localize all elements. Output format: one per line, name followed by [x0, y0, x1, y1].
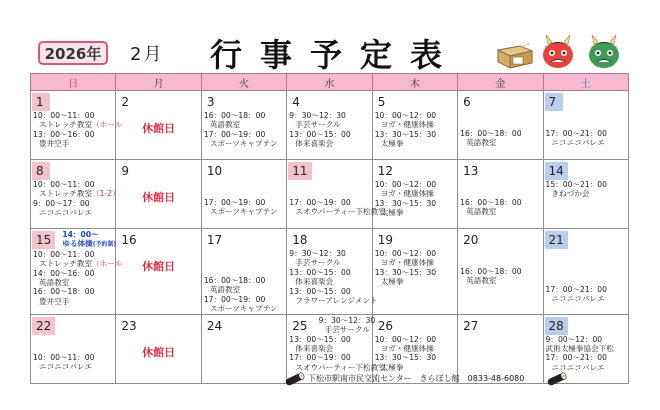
- event-time: 13：30～15：30: [374, 129, 437, 139]
- event-name: 体来喜楽会: [295, 139, 334, 149]
- weekday-fri: 金: [458, 74, 543, 91]
- event-time: 10：00～12：00: [374, 249, 437, 258]
- day-number: 21: [545, 231, 568, 249]
- day-number: 10: [206, 164, 223, 178]
- closed-label: 休館日: [142, 345, 176, 359]
- event-time: 10：00～12：00: [374, 334, 437, 344]
- day-number: 2: [121, 95, 130, 109]
- day-cell-10: [201, 160, 286, 229]
- day-cell-15: [31, 229, 123, 315]
- day-number: 17: [206, 233, 223, 247]
- event-name: ヨガ・健康体操: [380, 258, 434, 268]
- event-time: 10：00～12：00: [374, 111, 437, 120]
- day-cell-5: [372, 91, 457, 160]
- week-row: [31, 229, 629, 315]
- week-row: [31, 91, 629, 160]
- weekday-wed: 水: [287, 74, 372, 91]
- day-number: 4: [292, 95, 300, 109]
- event-time: 16：00～18：00: [460, 198, 522, 207]
- day-number: 15: [32, 231, 55, 249]
- day-number: 9: [121, 164, 130, 178]
- day-cell-12: [372, 160, 457, 229]
- event-time: 14：00～: [62, 230, 99, 239]
- header: [0, 0, 660, 74]
- ehomaki-roll-icon: [546, 372, 566, 386]
- day-number: 25: [292, 318, 308, 333]
- event-name: 英語教室: [466, 207, 497, 217]
- page-title: 行事予定表: [210, 36, 461, 74]
- event-name: 太極拳: [380, 362, 404, 372]
- event-time: 17：00～21：00: [545, 353, 607, 363]
- weekday-tue: 火: [201, 74, 286, 91]
- day-cell-4: [287, 91, 372, 160]
- event-time: 13：00～15：00: [289, 286, 351, 296]
- day-number: 18: [292, 233, 308, 247]
- event-name: スポーツキャプテン: [209, 304, 278, 314]
- event-name: ストレッチ教室（ホール: [39, 120, 123, 130]
- day-number: 12: [377, 164, 393, 178]
- red-oni-icon: [538, 34, 578, 70]
- event-name: スオウパーティー下松教室: [295, 362, 386, 372]
- event-time: 10：00～12：00: [374, 180, 437, 189]
- day-cell-16: [116, 229, 201, 315]
- event-time: 9：00～17：00: [33, 198, 90, 208]
- day-number: 3: [206, 95, 215, 109]
- day-cell-19: [372, 229, 457, 315]
- event-name: ニコニコバレエ: [39, 208, 93, 218]
- day-cell-2: [116, 91, 201, 160]
- event-time: 17：00～21：00: [545, 129, 607, 138]
- event-name: スポーツキャプテン: [209, 139, 278, 149]
- event-name: ニコニコバレエ: [551, 362, 605, 372]
- event-name: ヨガ・健康体操: [380, 120, 434, 130]
- event-name: 太極拳: [380, 208, 404, 218]
- day-number: 27: [463, 318, 479, 333]
- event-name: ヨガ・健康体操: [380, 189, 434, 199]
- weekday-sun: 日: [31, 74, 116, 91]
- event-name: ニコニコバレエ: [551, 294, 605, 304]
- month-label: 2月: [130, 44, 164, 65]
- event-time: 16：00～18：00: [460, 129, 522, 138]
- event-time: 16：00～18：00: [203, 276, 266, 285]
- event-time: 17：00～19：00: [203, 129, 266, 139]
- event-name: 手芸サークル: [295, 120, 341, 130]
- event-name: 英語教室: [209, 120, 241, 130]
- day-number: 20: [463, 233, 479, 247]
- event-name: ニコニコバレエ: [39, 362, 93, 372]
- event-name: 武術太極拳協会下松: [545, 344, 614, 354]
- day-cell-8: [31, 160, 120, 229]
- day-cell-6: [458, 91, 543, 160]
- closed-label: 休館日: [142, 260, 176, 273]
- day-number: 13: [463, 164, 479, 178]
- event-time: 13：00～15：00: [289, 334, 351, 344]
- day-cell-20: [458, 229, 543, 315]
- event-time: 14：00～16：00: [33, 268, 95, 278]
- day-cell-21: [543, 229, 628, 315]
- day-number: 8: [32, 162, 50, 180]
- event-time: 10：00～11：00: [33, 249, 95, 259]
- event-name: 英語教室: [466, 276, 497, 286]
- event-name: 手芸サークル: [295, 258, 341, 268]
- day-number: 11: [288, 162, 311, 180]
- day-number: 14: [545, 162, 568, 180]
- event-time: 16：00～18：00: [460, 267, 522, 276]
- event-time: 16：00～18：00: [203, 111, 266, 120]
- event-name: 英語教室: [39, 278, 70, 288]
- event-name: 英語教室: [209, 285, 241, 295]
- event-time: 13：00～16：00: [33, 129, 95, 139]
- day-number: 28: [545, 317, 568, 335]
- event-name: ゆる体操(予約制): [62, 239, 117, 249]
- day-number: 24: [206, 318, 223, 333]
- event-name: きねづか会: [551, 189, 590, 199]
- weekday-header-row: [31, 74, 629, 91]
- event-name: 豊井空手: [39, 139, 70, 149]
- event-name: スポーツキャプテン: [209, 207, 278, 217]
- day-cell-7: [543, 91, 628, 160]
- day-number: 23: [121, 318, 137, 333]
- event-time: 13：00～15：00: [289, 267, 351, 277]
- event-name: フラワーアレンジメント: [295, 296, 378, 306]
- event-time: 10：00～11：00: [33, 111, 95, 120]
- event-name: 体来喜楽会: [295, 277, 334, 287]
- event-time: 17：00～19：00: [289, 353, 351, 363]
- event-time: 16：00～18：00: [33, 287, 95, 297]
- event-time: 15：00～21：00: [545, 180, 607, 189]
- day-number: 16: [121, 233, 137, 247]
- day-number: 22: [32, 317, 55, 335]
- event-time: 13：30～15：30: [374, 353, 437, 363]
- closed-label: 休館日: [142, 122, 176, 135]
- day-number: 26: [377, 318, 393, 333]
- weekday-mon: 月: [116, 74, 201, 91]
- weekday-thu: 木: [372, 74, 457, 91]
- weekday-sat: 土: [543, 74, 628, 91]
- event-name: 太極拳: [380, 277, 404, 287]
- event-time: 13：30～15：30: [374, 198, 437, 208]
- event-name: ストレッチ教室（ホール: [39, 259, 123, 269]
- footer: [0, 370, 660, 390]
- event-name: 体来喜楽会: [295, 344, 334, 354]
- event-name: ストレッチ教室（1-2）: [39, 189, 120, 199]
- event-time: 9：30～12：30: [289, 111, 346, 120]
- footer-contact: 下松市駅南市民交流センター きらぼし館 0833-48-6080: [308, 374, 525, 383]
- event-time: 9：00～12：00: [545, 334, 603, 344]
- day-cell-1: [31, 91, 123, 160]
- day-number: 19: [377, 233, 393, 247]
- year-badge: 2026年: [38, 41, 108, 65]
- event-name: ニコニコバレエ: [551, 138, 605, 148]
- week-row: [31, 160, 629, 229]
- event-name: ヨガ・健康体操: [380, 344, 434, 354]
- event-time: 9：30～12：30: [318, 315, 376, 325]
- day-cell-17: [201, 229, 286, 315]
- ehomaki-roll-icon: [284, 372, 304, 386]
- closed-label: 休館日: [142, 191, 176, 204]
- day-cell-18: [287, 229, 378, 315]
- event-time: 17：00～21：00: [545, 285, 607, 294]
- green-oni-icon: [584, 34, 624, 70]
- day-number: 1: [32, 93, 50, 111]
- bean-box-icon: [494, 40, 536, 70]
- day-cell-13: [458, 160, 543, 229]
- event-name: スオウパーティー下松教室: [295, 207, 386, 217]
- event-name: 豊井空手: [39, 296, 70, 306]
- day-cell-14: [543, 160, 628, 229]
- event-time: 9：30～12：30: [289, 249, 346, 258]
- event-time: 13：30～15：30: [374, 267, 437, 277]
- event-time: 10：00～11：00: [33, 352, 95, 362]
- event-name: 太極拳: [380, 139, 404, 149]
- day-cell-9: [116, 160, 201, 229]
- calendar-grid: [30, 73, 629, 384]
- event-time: 17：00～19：00: [203, 294, 266, 304]
- event-name: 英語教室: [466, 138, 497, 148]
- event-time: 17：00～19：00: [203, 198, 266, 207]
- day-number: 7: [545, 93, 563, 111]
- event-time: 13：00～15：00: [289, 129, 351, 139]
- event-time: 10：00～11：00: [33, 180, 95, 189]
- day-number: 6: [463, 95, 471, 109]
- day-cell-3: [201, 91, 286, 160]
- event-time: 17：00～19：00: [289, 198, 351, 207]
- event-name: 手芸サークル: [324, 325, 370, 335]
- day-number: 5: [377, 95, 386, 109]
